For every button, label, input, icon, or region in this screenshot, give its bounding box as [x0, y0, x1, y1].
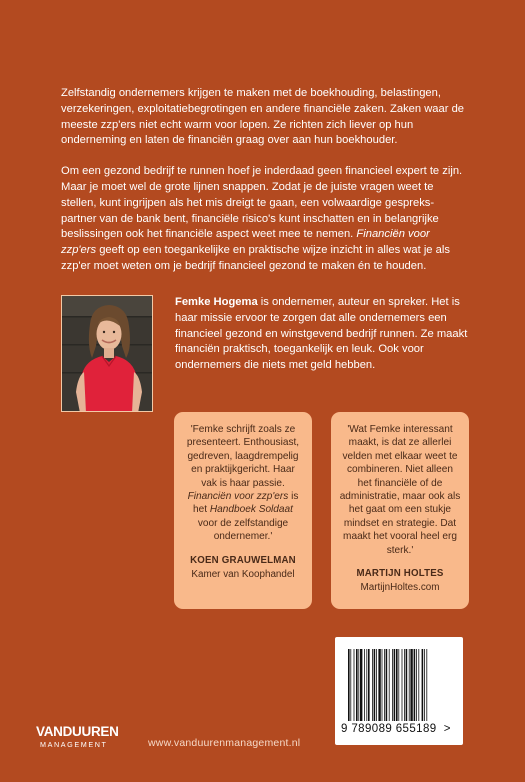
quote-org-2: MartijnHoltes.com — [360, 582, 440, 594]
barcode-number: 9 789089 655189 > — [341, 723, 451, 735]
quote-author-2: MARTIJN HOLTES — [356, 568, 444, 580]
intro-paragraph-1: Zelfstandig ondernemers krijgen te maken met de boekhouding, belastingen, verzekeringen, exploitatiebegrotingen en andere financiële zaken. Zaken waar de meeste zzp'ers niet echt warm voor lopen. Ze richten zich liever op hun onderneming en laten de financiën graag over aan hun boekhouder. — [61, 87, 465, 147]
quote-text-2: 'Wat Femke interessant maakt, is dat ze allerlei velden met elkaar weet te combineren. Niet alleen het financiële of de administratie, maar ook als het gaat om een stukje mindset en strategie. Dat maakt het vooral heel erg sterk.' — [339, 424, 461, 556]
intro-text — [61, 86, 467, 290]
intro-p2-end: geeft op een toegankelijke en praktische wijze inzicht in alles wat je als zzp'er moet weten om je bedrijf financieel gezond te maken én te houden. — [61, 244, 450, 272]
publisher-url: www.vanduurenmanagement.nl — [148, 737, 301, 749]
intro-paragraph-2 — [61, 164, 467, 275]
logo-main: VANDUUREN — [36, 724, 119, 739]
quote-author-1: KOEN GRAUWELMAN — [190, 554, 296, 566]
book-title: Financiën voor zzp'ers — [61, 228, 430, 257]
logo-sub: MANAGEMENT — [40, 740, 108, 749]
author-name: Femke Hogema — [175, 296, 258, 308]
barcode-arrow: > — [443, 723, 451, 735]
quote-text-1: 'Femke schrijft zoals ze presenteert. Enthousiast, gedreven, laagdrempelig en praktijkgericht. Haar vak is haar passie. Financiën voor zzp'ers is het Handboek Soldaat voor de zelfstandige ondernemer.' — [186, 424, 300, 543]
author-bio-text: is ondernemer, auteur en spreker. Het is haar missie ervoor te zorgen dat alle ondernemers een financieel gezond en winstgevend bedrijf runnen. Ze maakt financiën praktisch, toegankelijk en leuk. Ook voor ondernemers die niets met geld hebben. — [175, 296, 468, 372]
quote-org-1: Kamer van Koophandel — [191, 569, 295, 581]
publisher-logo — [36, 725, 136, 749]
author-bio — [175, 295, 470, 374]
barcode-bars — [348, 649, 450, 721]
author-photo — [61, 295, 153, 412]
intro-p2-text: Om een gezond bedrijf te runnen hoef je inderdaad geen financieel expert te zijn. Maar je moet wel de grote lijnen snappen. Zodat je de juiste vragen weet te stellen, kunt ingrijpen als het mis dreigt te gaan, een volwaardige gespreks-partner van de bank bent, financiële risico's kunt inschatten en in belangrijke beslissingen ook het financiële aspect weet mee te nemen. — [61, 165, 463, 241]
barcode — [335, 637, 463, 745]
quote-box-1 — [174, 412, 312, 609]
quote-box-2 — [331, 412, 469, 609]
